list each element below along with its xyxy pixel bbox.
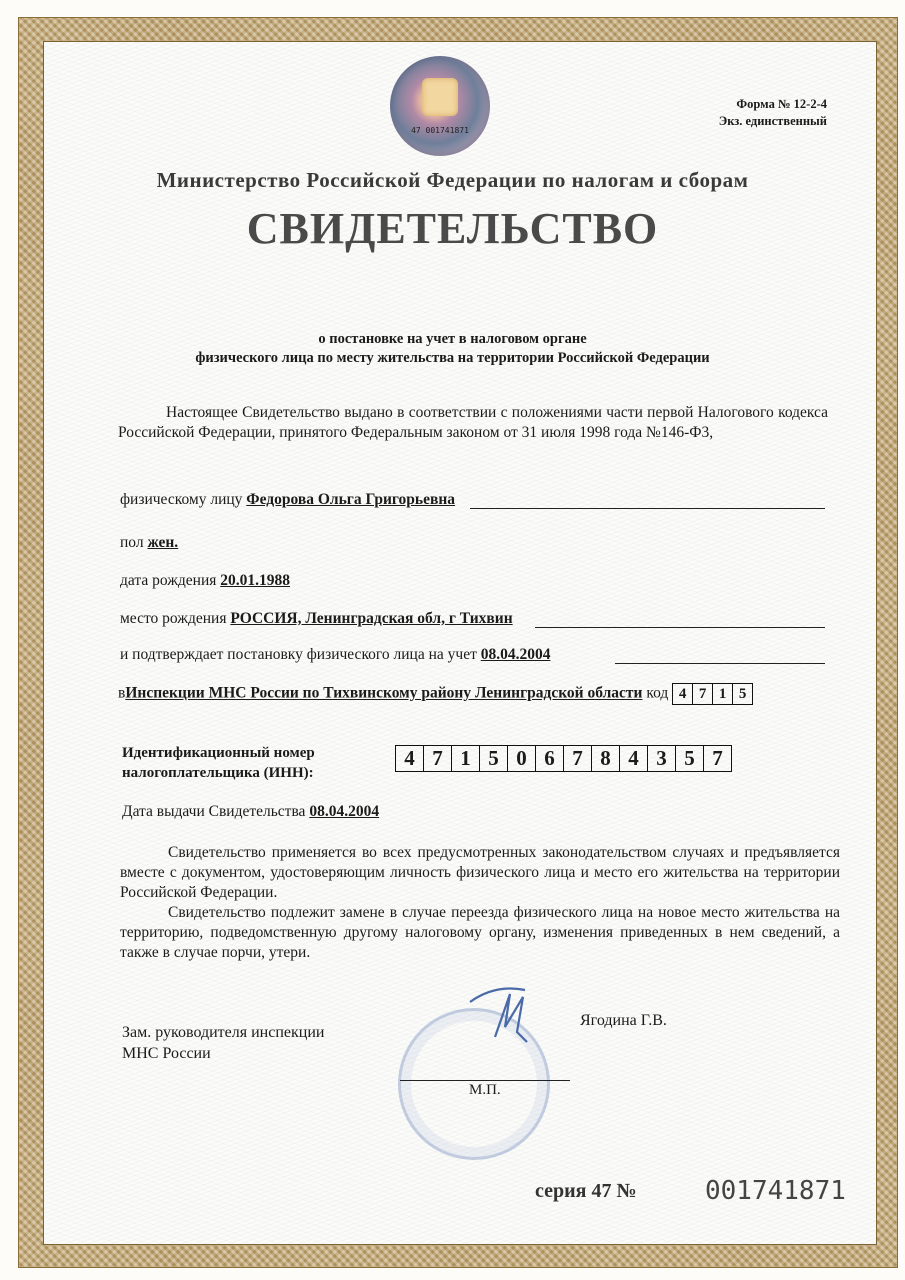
- registration-value: 08.04.2004: [480, 646, 551, 663]
- ministry-name: Министерство Российской Федерации по налогам и сборам: [156, 168, 749, 192]
- inn-field: [395, 745, 732, 772]
- inn-digit: 4: [620, 746, 648, 771]
- inn-digit-boxes: [395, 745, 732, 772]
- note-paragraph-1: Свидетельство применяется во всех предусмотренных законодательством случаях и предъявляется вместе с документом, удостоверяющим личность физического лица и место его жительства на территории Российской Федерации.: [120, 844, 840, 901]
- signer-role-line-1: Зам. руководителя инспекции: [122, 1024, 325, 1041]
- registration-label: и подтверждает постановку физического лица на учет: [120, 646, 477, 663]
- birthdate-label: дата рождения: [120, 572, 217, 589]
- issue-value: 08.04.2004: [309, 803, 380, 820]
- document-subtitle: [0, 330, 905, 368]
- hologram-number: 47 001741871: [411, 126, 469, 135]
- inn-digit: 6: [536, 746, 564, 771]
- code-digit: 5: [738, 686, 747, 702]
- serial-number: 001741871: [705, 1176, 846, 1206]
- registration-underline: [615, 663, 825, 664]
- signature-line: [400, 1080, 570, 1081]
- inn-digit: 3: [648, 746, 676, 771]
- inn-digit: 7: [564, 746, 592, 771]
- code-label: код: [646, 684, 669, 702]
- code-digit: 4: [673, 684, 693, 704]
- office-value: Инспекции МНС России по Тихвинскому району Ленинградской области: [125, 684, 643, 702]
- form-copy: Экз. единственный: [718, 114, 827, 128]
- inn-digit: 1: [452, 746, 480, 771]
- subtitle-line-2: физического лица по месту жительства на территории Российской Федерации: [195, 350, 710, 366]
- hologram-sticker: [390, 56, 490, 156]
- inn-digit: 5: [480, 746, 508, 771]
- field-sex: [120, 534, 178, 552]
- issue-label: Дата выдачи Свидетельства: [122, 803, 306, 820]
- field-birthplace: [120, 610, 513, 628]
- inn-label: [122, 743, 315, 783]
- office-code-boxes: [672, 683, 753, 705]
- birthplace-underline: [535, 627, 825, 628]
- inn-label-line-2: налогоплательщика (ИНН):: [122, 765, 314, 781]
- field-office: [118, 683, 753, 705]
- sex-value: жен.: [147, 534, 179, 551]
- form-number: Форма № 12-2-4: [736, 97, 827, 111]
- inn-digit: 7: [712, 746, 723, 770]
- birthplace-value: РОССИЯ, Ленинградская обл, г Тихвин: [230, 610, 513, 627]
- seal-label: М.П.: [469, 1082, 501, 1098]
- field-issue-date: [122, 803, 379, 821]
- birthplace-label: место рождения: [120, 610, 227, 627]
- series-label: серия 47 №: [535, 1180, 637, 1202]
- person-underline: [470, 508, 825, 509]
- field-person: [120, 491, 455, 509]
- signer-role: [122, 1022, 324, 1064]
- person-value: Федорова Ольга Григорьевна: [246, 491, 456, 508]
- field-birthdate: [120, 572, 290, 590]
- inn-label-line-1: Идентификационный номер: [122, 745, 315, 761]
- signer-name: Ягодина Г.В.: [580, 1012, 667, 1029]
- inn-digit: 0: [508, 746, 536, 771]
- document-title: СВИДЕТЕЛЬСТВО: [246, 204, 659, 253]
- inn-digit: 5: [676, 746, 704, 771]
- intro-paragraph: Настоящее Свидетельство выдано в соответствии с положениями части первой Налогового кодекса Российской Федерации, принятого Федеральным законом от 31 июля 1998 года №146-Ф3,: [118, 404, 828, 441]
- coat-of-arms-hologram-icon: [422, 78, 458, 116]
- office-prefix: в: [118, 684, 126, 702]
- code-digit: 1: [713, 684, 733, 704]
- birthdate-value: 20.01.1988: [220, 572, 291, 589]
- code-digit: 7: [693, 684, 713, 704]
- inn-digit: 8: [592, 746, 620, 771]
- person-label: физическому лицу: [120, 491, 243, 508]
- signature-mark: [465, 982, 545, 1052]
- sex-label: пол: [120, 534, 144, 551]
- inn-digit: 7: [424, 746, 452, 771]
- signer-role-line-2: МНС России: [122, 1045, 211, 1062]
- inn-digit: 4: [396, 746, 424, 771]
- field-registration: [120, 646, 550, 664]
- subtitle-line-1: о постановке на учет в налоговом органе: [318, 331, 587, 347]
- note-paragraph-2: Свидетельство подлежит замене в случае переезда физического лица на новое место жительства на территорию, подведомственную другому налоговому органу, изменения приведенных в нем сведений, а также в случае порчи, утери.: [120, 904, 840, 961]
- form-info: [719, 96, 827, 130]
